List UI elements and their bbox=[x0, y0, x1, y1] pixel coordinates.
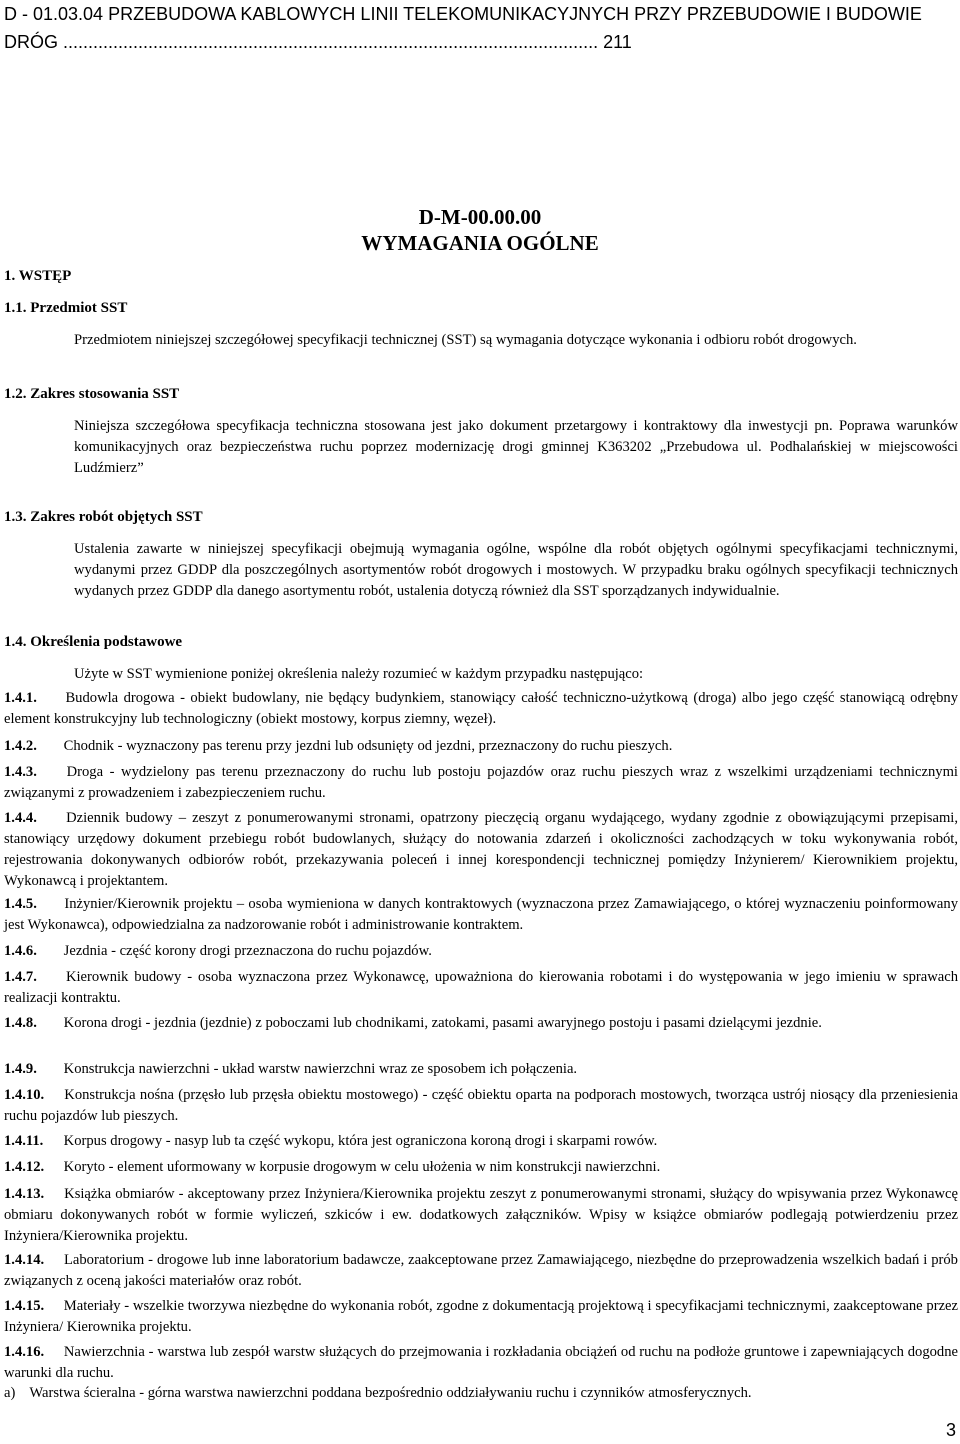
definition-text: Materiały - wszelkie tworzywa niezbędne do wykonania robót, zgodne z dokumentacją projektową i specyfikacjami technicznymi, zaakceptowane przez Inżyniera/ Kierownika projektu. bbox=[4, 1298, 959, 1335]
document-title bbox=[0, 204, 960, 256]
definition-item bbox=[4, 1342, 958, 1384]
definition-item bbox=[4, 894, 958, 936]
definition-text: Jezdnia - część korony drogi przeznaczona do ruchu pojazdów. bbox=[63, 943, 432, 959]
definition-text: Laboratorium - drogowe lub inne laboratorium badawcze, zaakceptowane przez Zamawiającego, niezbędne do przeprowadzenia wszelkich badań i prób związanych z oceną jakości materiałów oraz robót. bbox=[4, 1252, 958, 1289]
definition-number: 1.4.11. bbox=[4, 1133, 44, 1149]
definition-number: 1.4.10. bbox=[4, 1087, 45, 1103]
definition-number: 1.4.16. bbox=[4, 1344, 45, 1360]
definition-item bbox=[4, 808, 958, 892]
definition-text: Korona drogi - jezdnia (jezdnie) z poboczami lub chodnikami, zatokami, pasami awaryjnego postoju i pasami dzielącymi jezdnie. bbox=[63, 1015, 822, 1031]
definition-number: 1.4.13. bbox=[4, 1186, 45, 1202]
definition-item bbox=[4, 1296, 958, 1338]
definition-text: Budowla drogowa - obiekt budowlany, nie będący budynkiem, stanowiący całość techniczno-użytkową (droga) albo jego część stanowiącą odrębny element konstrukcyjny lub technologiczny (obiekt mostowy, korpus ziemny, węzeł). bbox=[4, 690, 958, 727]
section-heading-1-2: 1.2. Zakres stosowania SST bbox=[4, 386, 180, 402]
definition-text: Droga - wydzielony pas terenu przeznaczony do ruchu lub postoju pojazdów oraz ruchu pieszych wraz z wszelkimi urządzeniami technicznymi związanymi z prowadzeniem i zabezpieczeniem ruchu. bbox=[4, 764, 958, 801]
definition-number: 1.4.15. bbox=[4, 1298, 45, 1314]
section-heading-1-3: 1.3. Zakres robót objętych SST bbox=[4, 509, 203, 525]
toc-page-number: 211 bbox=[603, 32, 632, 52]
definition-text: Korpus drogowy - nasyp lub ta część wykopu, która jest ograniczona koroną drogi i skarpami rowów. bbox=[63, 1133, 658, 1149]
document-code: D-M-00.00.00 bbox=[418, 205, 542, 229]
definition-text: Inżynier/Kierownik projektu – osoba wymieniona w danych kontraktowych (wyznaczona przez Zamawiającego, o której wyznaczeniu poinformowany jest Wykonawca), odpowiedzialna za nadzorowanie robót i administrowanie kontraktem. bbox=[4, 896, 958, 933]
definition-text: Nawierzchnia - warstwa lub zespół warstw służących do przejmowania i rozkładania obciążeń od ruchu na podłoże gruntowe i zapewniających dogodne warunki dla ruchu. bbox=[4, 1344, 958, 1381]
definition-text: Konstrukcja nośna (przęsło lub przęsła obiektu mostowego) - część obiektu oparta na podporach mostowych, tworząca ustrój niosący dla przeniesienia ruchu pojazdów lub pieszych. bbox=[4, 1087, 958, 1124]
definition-item bbox=[4, 736, 958, 757]
definition-number: 1.4.3. bbox=[4, 764, 37, 780]
paragraph-1-1-text: Przedmiotem niniejszej szczegółowej specyfikacji technicznej (SST) są wymagania dotyczące wykonania i odbioru robót drogowych. bbox=[74, 332, 857, 348]
definition-text: Kierownik budowy - osoba wyznaczona przez Wykonawcę, upoważniona do kierowania robotami i do występowania w jego imieniu w sprawach realizacji kontraktu. bbox=[4, 969, 958, 1006]
definition-text: Chodnik - wyznaczony pas terenu przy jezdni lub odsunięty od jezdni, przeznaczony do ruchu pieszych. bbox=[63, 738, 673, 754]
definition-item bbox=[4, 762, 958, 804]
definition-item bbox=[4, 1157, 958, 1178]
paragraph-1-2-text: Niniejsza szczegółowa specyfikacja techniczna stosowana jest jako dokument przetargowy i kontraktowy dla inwestycji pn. Poprawa warunków komunikacyjnych oraz bezpieczeństwa ruchu poprzez modernizację drogi gminnej K363202 „Przebudowa ul. Podhalańskiej w miejscowości Ludźmierz” bbox=[74, 418, 958, 476]
definition-item bbox=[4, 1131, 958, 1152]
definition-item bbox=[4, 967, 958, 1009]
page-number: 3 bbox=[945, 1420, 956, 1440]
paragraph-1-1 bbox=[4, 330, 958, 351]
subitem-text: Warstwa ścieralna - górna warstwa nawierzchni poddana bezpośrednio oddziaływaniu ruchu i czynników atmosferycznych. bbox=[29, 1385, 752, 1401]
definition-text: Dziennik budowy – zeszyt z ponumerowanymi stronami, opatrzony pieczęcią organu wydającego, wydany zgodnie z obowiązującymi przepisami, stanowiący urzędowy dokument przebiegu robót budowlanych, służący do notowania zdarzeń i okoliczności zachodzących w toku wykonywania robót, rejestrowania dokonywanych odbiorów robót, przekazywania poleceń i innej korespondencji technicznej pomiędzy Inżynierem/ Kierownikiem projektu, Wykonawcą i projektantem. bbox=[4, 810, 958, 889]
section-heading-1-4: 1.4. Określenia podstawowe bbox=[4, 634, 183, 650]
definition-item bbox=[4, 1085, 958, 1127]
definition-item bbox=[4, 1059, 958, 1080]
toc-entry-text: D - 01.03.04 PRZEBUDOWA KABLOWYCH LINII TELEKOMUNIKACYJNYCH PRZY PRZEBUDOWIE I BUDOWIE DRÓG ........................................................................................................... bbox=[4, 4, 922, 52]
definition-number: 1.4.12. bbox=[4, 1159, 45, 1175]
definition-text: Konstrukcja nawierzchni - układ warstw nawierzchni wraz ze sposobem ich połączenia. bbox=[63, 1061, 578, 1077]
definition-number: 1.4.6. bbox=[4, 943, 37, 959]
definition-number: 1.4.1. bbox=[4, 690, 37, 706]
definition-item bbox=[4, 1013, 958, 1034]
toc-line bbox=[4, 0, 956, 56]
section-heading-1-1: 1.1. Przedmiot SST bbox=[4, 300, 128, 316]
paragraph-1-3 bbox=[4, 539, 958, 602]
subitem-label: a) bbox=[4, 1385, 16, 1401]
definition-number: 1.4.9. bbox=[4, 1061, 37, 1077]
definition-number: 1.4.7. bbox=[4, 969, 37, 985]
definition-number: 1.4.8. bbox=[4, 1015, 37, 1031]
definition-number: 1.4.14. bbox=[4, 1252, 45, 1268]
paragraph-1-2 bbox=[4, 416, 958, 479]
definition-item bbox=[4, 941, 958, 962]
definition-item bbox=[4, 1184, 958, 1247]
definition-number: 1.4.2. bbox=[4, 738, 37, 754]
definitions-intro: Użyte w SST wymienione poniżej określenia należy rozumieć w każdym przypadku następująco: bbox=[74, 666, 644, 682]
definition-number: 1.4.5. bbox=[4, 896, 37, 912]
document-name: WYMAGANIA OGÓLNE bbox=[361, 231, 599, 255]
definition-item bbox=[4, 688, 958, 730]
definition-text: Książka obmiarów - akceptowany przez Inżyniera/Kierownika projektu zeszyt z ponumerowanymi stronami, służący do wpisywania przez Wykonawcę obmiaru dokonywanych robót w formie wyliczeń, szkiców i ew. dodatkowych załączników. Wpisy w książce obmiarów podlegają potwierdzeniu przez Inżyniera/Kierownika projektu. bbox=[4, 1186, 958, 1244]
definition-text: Koryto - element uformowany w korpusie drogowym w celu ułożenia w nim konstrukcji nawierzchni. bbox=[63, 1159, 661, 1175]
section-heading-1: 1. WSTĘP bbox=[4, 268, 72, 284]
paragraph-1-3-text: Ustalenia zawarte w niniejszej specyfikacji obejmują wymagania ogólne, wspólne dla robót objętych ogólnymi specyfikacjami technicznymi, wydanymi przez GDDP dla poszczególnych asortymentów robót drogowych i mostowych. W przypadku braku ogólnych specyfikacji technicznych wydanych przez GDDP dla danego asortymentu robót, ustalenia dotyczą również dla SST sporządzanych indywidualnie. bbox=[74, 541, 958, 599]
definition-number: 1.4.4. bbox=[4, 810, 37, 826]
definition-subitem bbox=[4, 1383, 958, 1404]
definition-item bbox=[4, 1250, 958, 1292]
